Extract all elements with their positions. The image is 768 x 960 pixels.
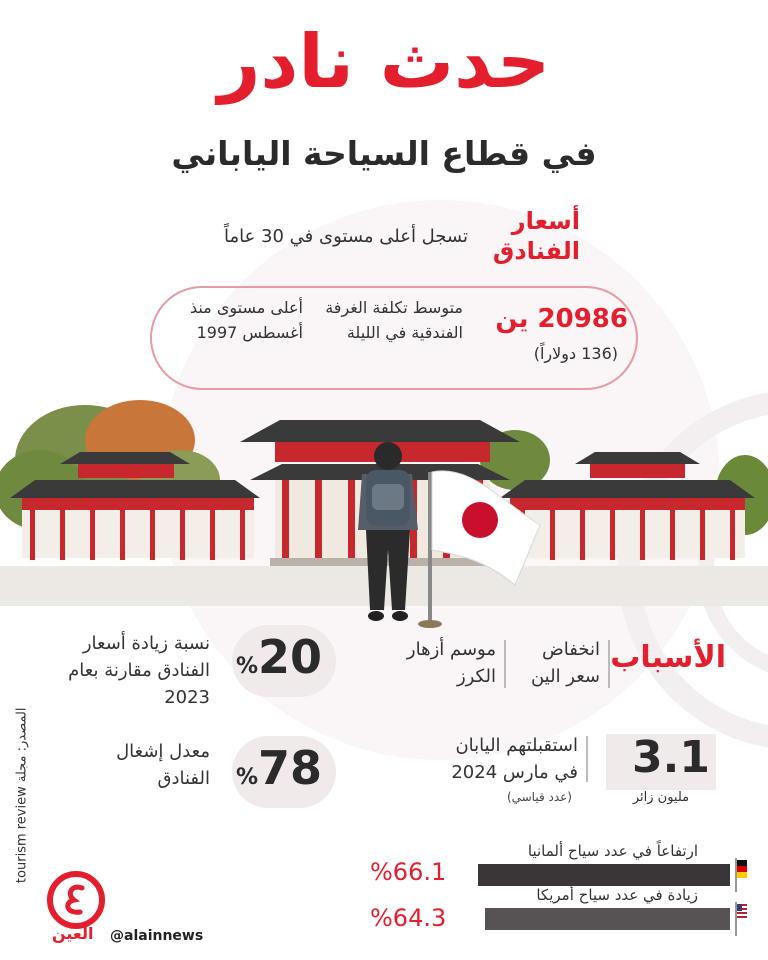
stat-percent-sign: %: [236, 654, 259, 679]
germany-flag-icon: [734, 858, 748, 892]
alain-logo-icon: [46, 870, 106, 930]
hotel-occupancy-text: معدل إشغال الفنادق: [116, 741, 210, 789]
logo-text: العين: [52, 924, 94, 943]
germany-tourists-bar: [478, 864, 730, 886]
page-title: حدث نادر: [217, 19, 551, 105]
germany-tourists-value: %66.1: [370, 858, 447, 886]
reason-divider: [608, 640, 610, 688]
hotel-prices-label: أسعار الفنادق: [492, 207, 580, 265]
hotel-occupancy-value: 78: [258, 741, 323, 795]
usa-flag-icon: [734, 902, 748, 936]
hotel-price-increase-value: 20: [258, 630, 323, 684]
stat-value: [236, 741, 322, 795]
visitors-divider: [586, 736, 588, 782]
visitors-unit: مليون زائر: [632, 790, 690, 805]
price-description: متوسط تكلفة الغرفة الفندقية في الليلة: [325, 298, 463, 342]
stat-percent-sign: %: [236, 765, 259, 790]
visitors-note: (عدد قياسي): [506, 790, 572, 804]
reason-cherry-blossom: موسم أزهار الكرز: [406, 639, 496, 687]
source-credit: المصدر: مجلة tourism review: [14, 707, 30, 884]
price-value: 20986 ين: [495, 304, 628, 334]
page-subtitle: في قطاع السياحة الياباني: [171, 134, 597, 173]
stat-value: [236, 630, 322, 684]
reason-divider: [504, 640, 506, 688]
visitors-text: استقبلتهم اليابان في مارس 2024: [451, 735, 578, 783]
temple-illustration: [0, 380, 768, 640]
hotel-price-increase-text: نسبة زيادة أسعار الفنادق مقارنة بعام 2023: [68, 633, 210, 708]
reason-yen-drop: انخفاض سعر الين: [530, 639, 600, 687]
hotel-prices-description: تسجل أعلى مستوى في 30 عاماً: [223, 226, 468, 247]
germany-tourists-bar-fill: [478, 864, 730, 886]
usa-tourists-value: %64.3: [370, 904, 447, 932]
price-usd: (136 دولاراً): [533, 344, 618, 363]
usa-tourists-bar-fill: [485, 908, 730, 930]
germany-tourists-label: ارتفاعاً في عدد سياح ألمانيا: [527, 842, 698, 860]
usa-tourists-bar: [478, 908, 730, 930]
reasons-label: الأسباب: [610, 640, 726, 675]
usa-tourists-label: زيادة في عدد سياح أمريكا: [536, 886, 698, 904]
social-handle: @alainnews: [110, 928, 204, 944]
visitors-value: 3.1: [632, 732, 710, 783]
price-highest-note: أعلى مستوى منذ أغسطس 1997: [189, 298, 303, 342]
